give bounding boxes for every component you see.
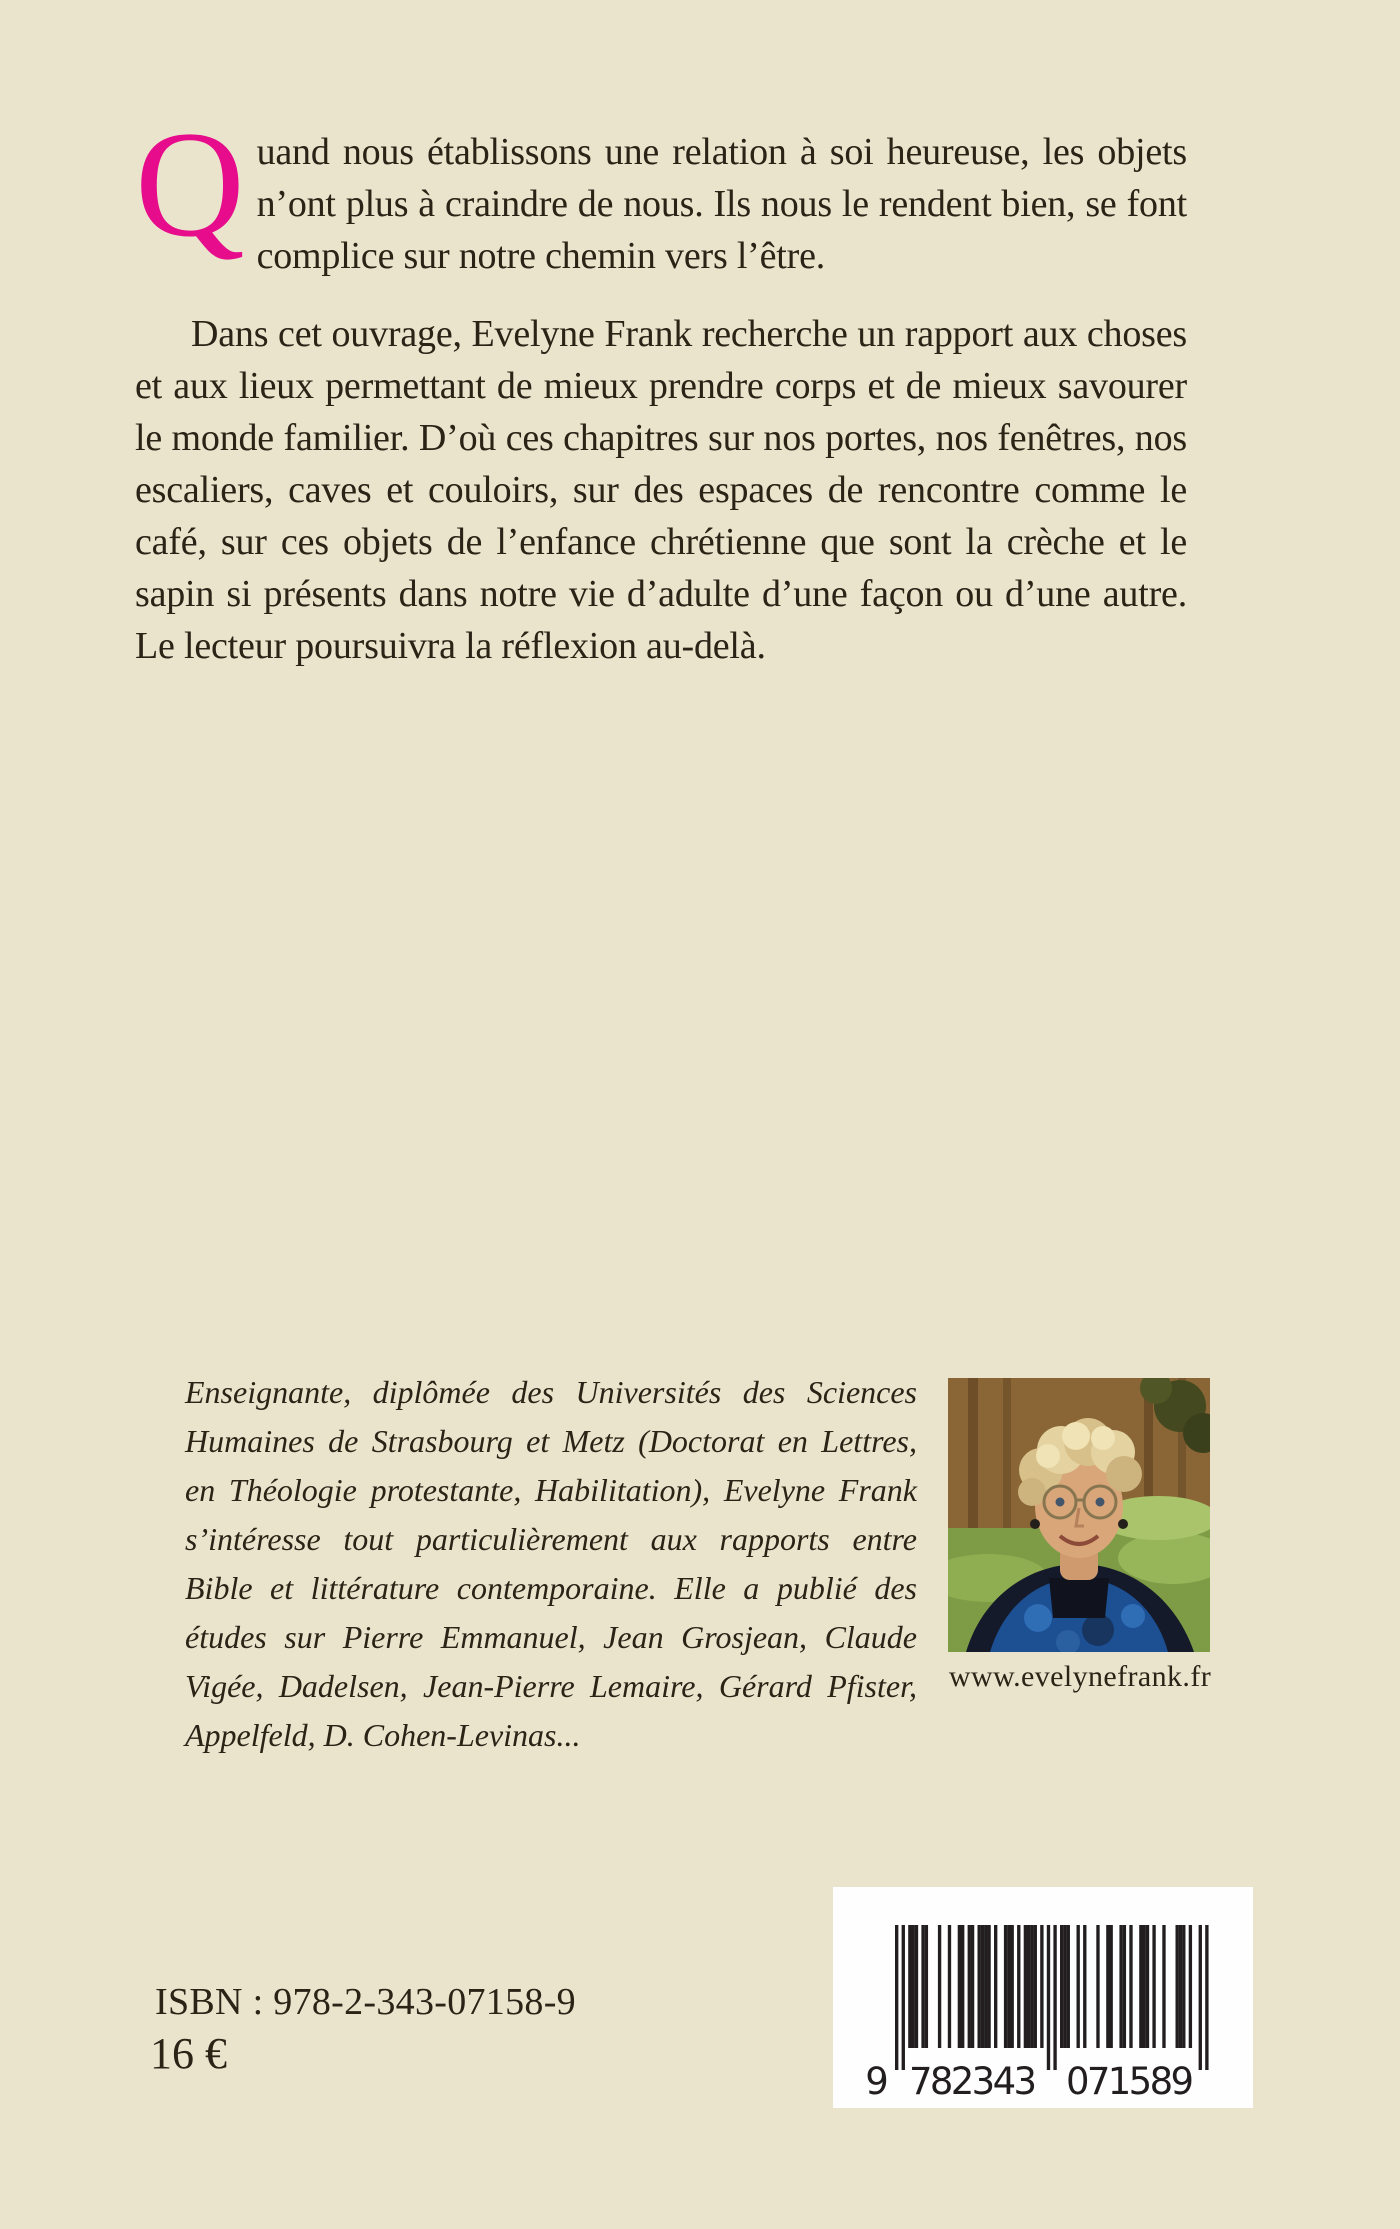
barcode-digit-lead: 9: [865, 2060, 889, 2103]
author-website-text: www.evelynefrank.fr: [948, 1660, 1212, 1693]
drop-cap: Q: [135, 100, 245, 268]
synopsis-paragraph-1-text: uand nous établissons une relation à soi heureuse, les objets n’ont plus à craindre de nous. Ils nous le rendent bien, se font complice sur notre chemin vers l’être.: [256, 131, 1187, 277]
barcode: [833, 1887, 1253, 2108]
barcode-digits-right: 071589: [1066, 2060, 1194, 2103]
synopsis-paragraph-2: Dans cet ouvrage, Evelyne Frank recherche un rapport aux choses et aux lieux permettant de mieux prendre corps et de mieux savourer le monde familier. D’où ces chapitres sur nos portes, nos fenêtres, nos escaliers, caves et couloirs, sur des espaces de rencontre comme le café, sur ces objets de l’enfance chrétienne que sont la crèche et le sapin si présents dans notre vie d’adulte d’une façon ou d’une autre. Le lecteur poursuivra la réflexion au-delà.: [135, 313, 1187, 667]
price-text: 16 €: [150, 2029, 227, 2078]
isbn-text: ISBN : 978-2-343-07158-9: [155, 1981, 576, 2023]
synopsis-paragraph-1: [135, 100, 1187, 282]
author-photo-figure: [948, 1378, 1212, 1694]
synopsis: [135, 100, 1187, 672]
author-bio: Enseignante, diplômée des Universités des Sciences Humaines de Strasbourg et Metz (Doctorat en Lettres, en Théologie protestante, Habilitation), Evelyne Frank s’intéresse tout particulièrement aux rapports entre Bible et littérature contemporaine. Elle a publié des études sur Pierre Emmanuel, Jean Grosjean, Claude Vigée, Dadelsen, Jean-Pierre Lemaire, Gérard Pfister, Appelfeld, D. Cohen-Levinas...: [185, 1374, 917, 1753]
barcode-graphic: [833, 1887, 1253, 2108]
barcode-bars: [895, 1925, 1209, 2070]
barcode-digits-left: 782343: [909, 2060, 1037, 2103]
author-photo: [948, 1378, 1210, 1652]
author-portrait-illustration: [948, 1378, 1210, 1652]
